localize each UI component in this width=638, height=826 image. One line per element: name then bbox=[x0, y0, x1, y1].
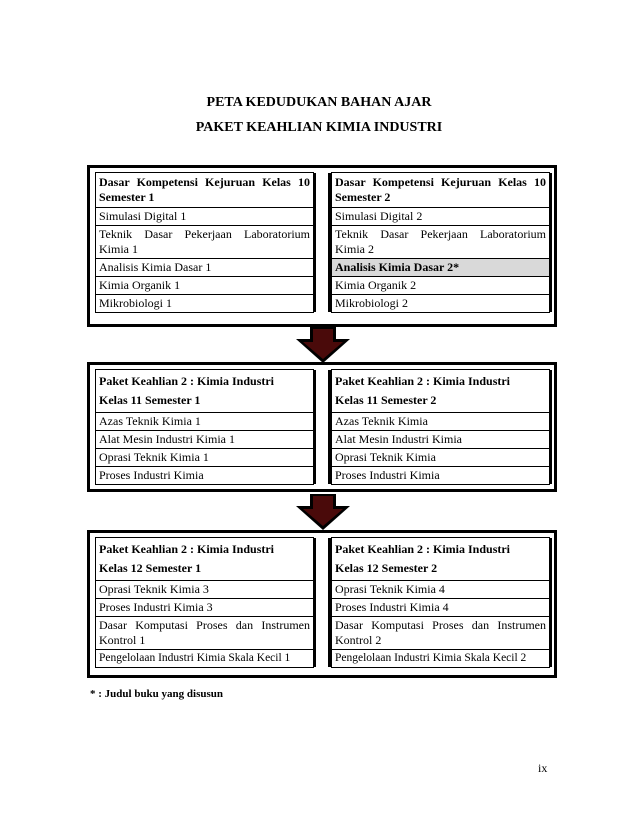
header-program: Paket Keahlian 2 : Kimia Industri bbox=[99, 542, 275, 556]
subject-item: Mikrobiologi 2 bbox=[335, 296, 409, 310]
subject-item: Simulasi Digital 1 bbox=[96, 208, 313, 226]
block-grade-10 bbox=[87, 165, 557, 327]
subject-item: Oprasi Teknik Kimia 3 bbox=[96, 581, 313, 599]
column-semester-1 bbox=[95, 369, 314, 485]
down-arrow-icon bbox=[296, 494, 350, 530]
subject-item: Alat Mesin Industri Kimia 1 bbox=[96, 431, 313, 449]
subject-item: Proses Industri Kimia bbox=[335, 468, 440, 482]
subject-item: Kimia Organik 1 bbox=[96, 277, 313, 295]
subject-item: Teknik Dasar Pekerjaan Laboratorium Kimia 1 bbox=[96, 226, 313, 259]
subject-item: Oprasi Teknik Kimia 4 bbox=[332, 581, 549, 599]
page-number: ix bbox=[538, 761, 548, 775]
column-semester-1 bbox=[95, 172, 314, 313]
subject-item: Oprasi Teknik Kimia 1 bbox=[96, 449, 313, 467]
header-semester: Kelas 11 Semester 2 bbox=[335, 393, 437, 407]
subject-item: Alat Mesin Industri Kimia bbox=[332, 431, 549, 449]
subject-item: Proses Industri Kimia bbox=[99, 468, 204, 482]
header-semester: Kelas 12 Semester 1 bbox=[99, 561, 202, 575]
subject-item: Mikrobiologi 1 bbox=[99, 296, 173, 310]
block-grade-12 bbox=[87, 530, 557, 678]
subject-item: Simulasi Digital 2 bbox=[332, 208, 549, 226]
column-header bbox=[96, 538, 313, 581]
column-header bbox=[332, 538, 549, 581]
column-semester-1 bbox=[95, 537, 314, 668]
header-semester: Kelas 11 Semester 1 bbox=[99, 393, 201, 407]
column-semester-2 bbox=[331, 172, 550, 313]
subject-item: Oprasi Teknik Kimia bbox=[332, 449, 549, 467]
block-grade-11 bbox=[87, 362, 557, 492]
column-header: Dasar Kompetensi Kejuruan Kelas 10 Semester 1 bbox=[96, 173, 313, 208]
page-title: PETA KEDUDUKAN BAHAN AJAR bbox=[206, 95, 432, 110]
subject-item: Azas Teknik Kimia 1 bbox=[96, 413, 313, 431]
page-subtitle: PAKET KEAHLIAN KIMIA INDUSTRI bbox=[195, 120, 443, 135]
header-program: Paket Keahlian 2 : Kimia Industri bbox=[99, 374, 275, 388]
header-semester: Kelas 12 Semester 2 bbox=[335, 561, 438, 575]
subject-item: Proses Industri Kimia 4 bbox=[332, 599, 549, 617]
subject-item: Pengelolaan Industri Kimia Skala Kecil 2 bbox=[335, 652, 527, 664]
column-header: Dasar Kompetensi Kejuruan Kelas 10 Semester 2 bbox=[332, 173, 549, 208]
subject-item: Dasar Komputasi Proses dan Instrumen Kontrol 1 bbox=[96, 617, 313, 650]
subject-item: Pengelolaan Industri Kimia Skala Kecil 1 bbox=[99, 652, 291, 664]
subject-item-highlighted: Analisis Kimia Dasar 2* bbox=[332, 259, 549, 277]
footnote: * : Judul buku yang disusun bbox=[90, 688, 223, 700]
subject-item: Kimia Organik 2 bbox=[332, 277, 549, 295]
down-arrow-icon bbox=[296, 327, 350, 363]
column-semester-2 bbox=[331, 369, 550, 485]
header-program: Paket Keahlian 2 : Kimia Industri bbox=[335, 542, 511, 556]
subject-item: Azas Teknik Kimia bbox=[332, 413, 549, 431]
column-header bbox=[332, 370, 549, 413]
column-header bbox=[96, 370, 313, 413]
subject-item: Analisis Kimia Dasar 1 bbox=[96, 259, 313, 277]
subject-item: Proses Industri Kimia 3 bbox=[96, 599, 313, 617]
header-program: Paket Keahlian 2 : Kimia Industri bbox=[335, 374, 511, 388]
subject-item: Teknik Dasar Pekerjaan Laboratorium Kimia 2 bbox=[332, 226, 549, 259]
column-semester-2 bbox=[331, 537, 550, 668]
subject-item: Dasar Komputasi Proses dan Instrumen Kontrol 2 bbox=[332, 617, 549, 650]
